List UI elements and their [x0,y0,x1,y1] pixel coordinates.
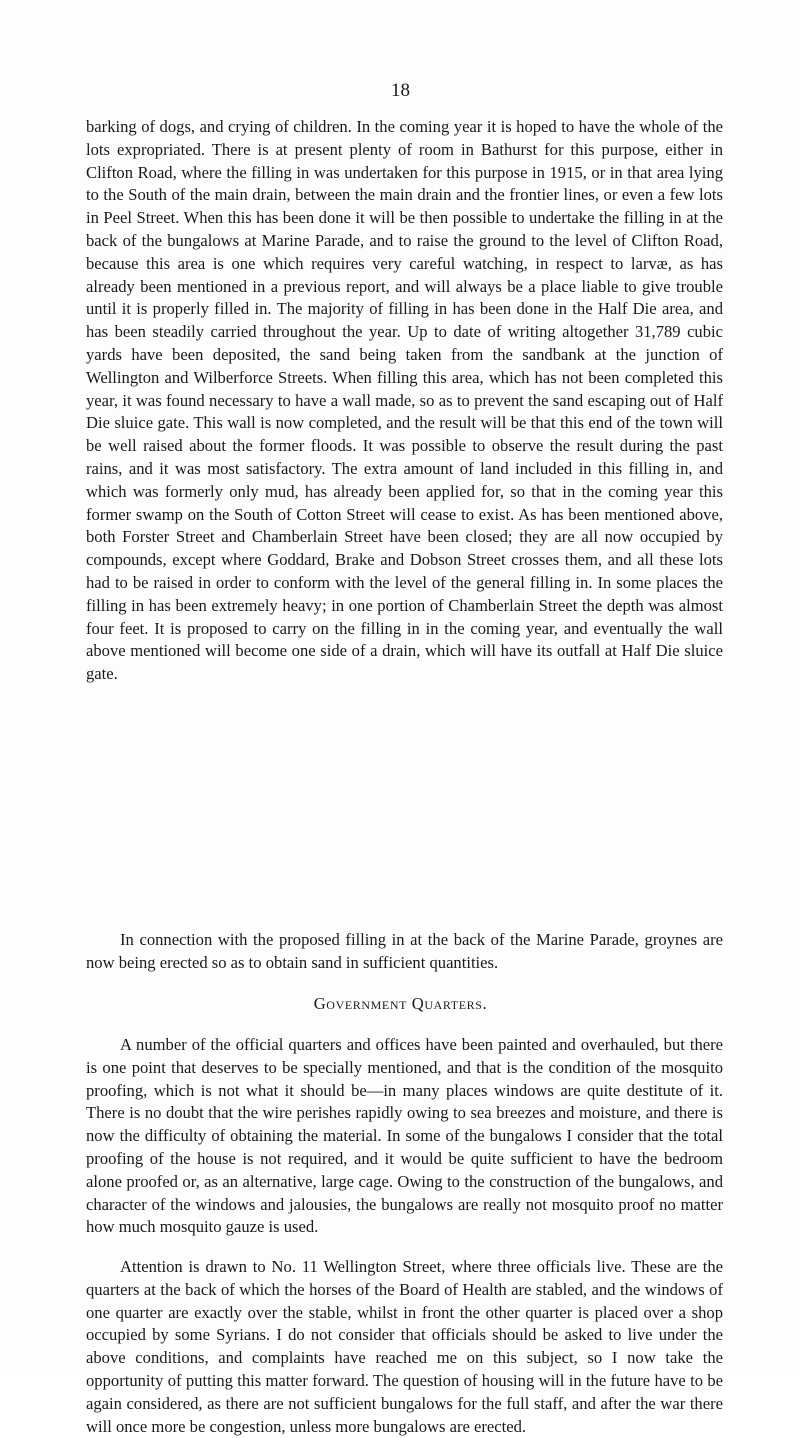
paragraph-official-quarters [86,1034,723,1239]
paragraph-text: A number of the official quarters and offices have been painted and overhauled, but there is one point that deserves to be specially mentioned, and that is the condition of the mosquito proofing, which is not what it should be—in many places windows are quite destitute of it. There is no doubt that the wire perishes rapidly owing to sea breezes and moisture, and there is now the difficulty of obtaining the material. In some of the bungalows I consider that the total proofing of the house is not required, and it would be quite sufficient to have the bedroom alone proofed or, as an alternative, large cage. Owing to the construction of the bungalows, and character of the windows and jalousies, the bungalows are really not mosquito proof no matter how much mosquito gauze is used. [86,1035,723,1237]
section-heading: Government Quarters. [313,994,488,1013]
paragraph-wellington-street [86,1256,723,1438]
paragraph-text: In connection with the proposed filling in at the back of the Marine Parade, groynes are now being erected so as to obtain sand in sufficient quantities. [86,930,723,972]
paragraph-marine-parade [86,929,723,975]
paragraph-text: barking of dogs, and crying of children. In the coming year it is hoped to have the whole of the lots expropriated. There is at present plenty of room in Bathurst for this purpose, either in Clifton Road, where the filling in was undertaken for this purpose in 1915, or in that area lying to the South of the main drain, between the main drain and the frontier lines, or even a few lots in Peel Street. When this has been done it will be then possible to undertake the filling in at the back of the bungalows at Marine Parade, and to raise the ground to the level of Clifton Road, because this area is one which requires very careful watching, in respect to larvæ, as has already been mentioned in a previous report, and will always be a place liable to give trouble until it is properly filled in. The majority of filling in has been done in the Half Die area, and has been steadily carried throughout the year. Up to date of writing altogether 31,789 cubic yards have been deposited, the sand being taken from the sandbank at the junction of Wellington and Wilberforce Streets. When filling this area, which has not been completed this year, it was found necessary to have a wall made, so as to prevent the sand escaping out of Half Die sluice gate. This wall is now completed, and the result will be that this end of the town will be well raised about the former floods. It was possible to observe the result during the past rains, and it was most satisfactory. The extra amount of land included in this filling in, and which was formerly only mud, has already been applied for, so that in the coming year this former swamp on the South of Cotton Street will cease to exist. As has been mentioned above, both Forster Street and Chamberlain Street have been closed; they are all now occupied by compounds, except where Goddard, Brake and Dobson Street crosses them, and all these lots had to be raised in order to conform with the level of the general filling in. In some places the filling in has been extremely heavy; in one portion of Chamberlain Street the depth was almost four feet. It is proposed to carry on the filling in in the coming year, and eventually the wall above mentioned will become one side of a drain, which will have its outfall at Half Die sluice gate. [86,117,723,684]
page-number: 18 [391,80,410,101]
paragraph-filling-in [86,116,723,686]
paragraph-text: Attention is drawn to No. 11 Wellington Street, where three officials live. These are the quarters at the back of which the horses of the Board of Health are stabled, and the windows of one quarter are exactly over the stable, whilst in front the other quarter is placed over a shop occupied by some Syrians. I do not consider that officials should be asked to live under the above conditions, and complaints have reached me on this subject, so I now take the opportunity of putting this matter forward. The question of housing will in the future have to be again considered, as there are not sufficient bungalows for the full staff, and after the war there will once more be congestion, unless more bungalows are erected. [86,1257,723,1436]
